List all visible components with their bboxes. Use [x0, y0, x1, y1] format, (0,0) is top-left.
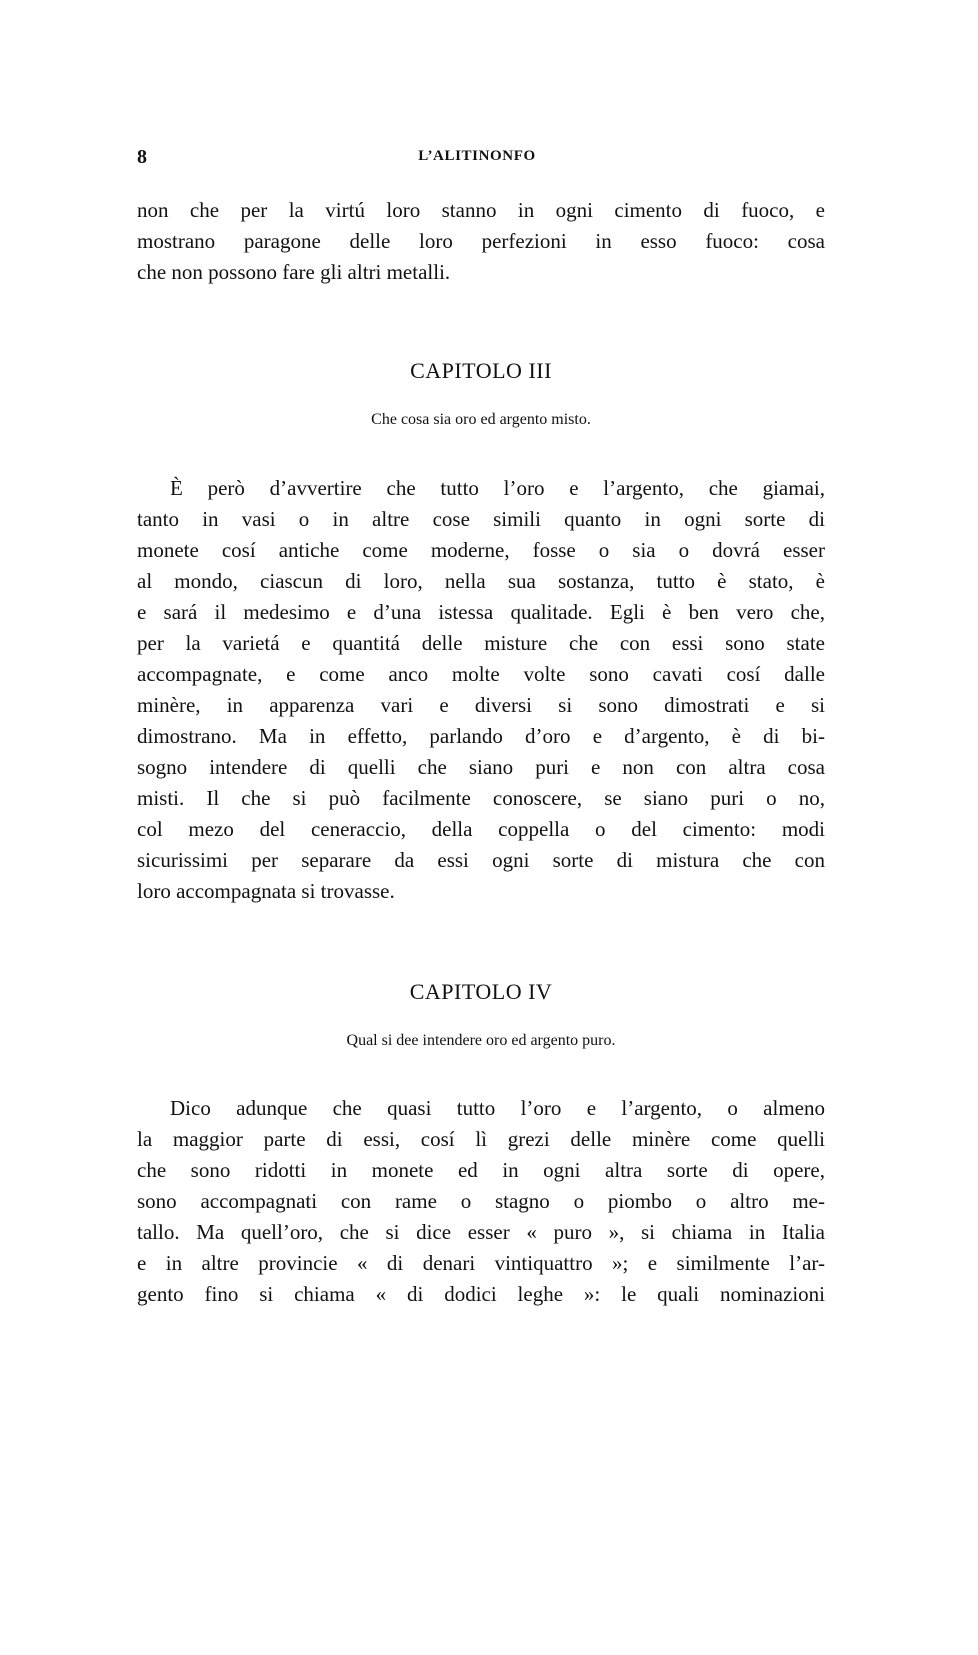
text-line: dimostrano. Ma in effetto, parlando d’oro e d’argento, è di bi- — [137, 724, 825, 748]
text-line: che non possono fare gli altri metalli. — [137, 260, 451, 284]
text-line: col mezo del ceneraccio, della coppella o del cimento: modi — [137, 817, 825, 841]
page-number: 8 — [137, 146, 147, 168]
chapter-subtitle: Che cosa sia oro ed argento misto. — [371, 411, 591, 428]
chapter-subtitle: Qual si dee intendere oro ed argento puro. — [346, 1032, 616, 1049]
text-line: È però d’avvertire che tutto l’oro e l’argento, che giamai, — [170, 476, 825, 500]
text-line: gento fino si chiama « di dodici leghe »: le quali nominazioni — [137, 1282, 825, 1306]
text-line: che sono ridotti in monete ed in ogni altra sorte di opere, — [137, 1158, 825, 1182]
text-line: minère, in apparenza vari e diversi si sono dimostrati e si — [137, 693, 825, 717]
text-line: la maggior parte di essi, cosí lì grezi delle minère come quelli — [137, 1127, 825, 1151]
text-line: tanto in vasi o in altre cose simili quanto in ogni sorte di — [137, 507, 825, 531]
running-title: L’ALITINONFO — [418, 148, 536, 164]
text-line: mostrano paragone delle loro perfezioni in esso fuoco: cosa — [137, 229, 825, 253]
text-line: misti. Il che si può facilmente conoscere, se siano puri o no, — [137, 786, 825, 810]
text-line: sogno intendere di quelli che siano puri e non con altra cosa — [137, 755, 825, 779]
text-line: Dico adunque che quasi tutto l’oro e l’argento, o almeno — [170, 1096, 825, 1120]
text-line: non che per la virtú loro stanno in ogni cimento di fuoco, e — [137, 198, 825, 222]
text-line: al mondo, ciascun di loro, nella sua sostanza, tutto è stato, è — [137, 569, 825, 593]
text-line: loro accompagnata si trovasse. — [137, 879, 395, 903]
chapter-heading: CAPITOLO IV — [409, 979, 553, 1004]
text-line: per la varietá e quantitá delle misture che con essi sono state — [137, 631, 825, 655]
text-line: e sará il medesimo e d’una istessa qualitade. Egli è ben vero che, — [137, 600, 825, 624]
text-line: monete cosí antiche come moderne, fosse o sia o dovrá esser — [137, 538, 825, 562]
page-header — [137, 146, 817, 170]
text-line: accompagnate, e come anco molte volte sono cavati cosí dalle — [137, 662, 825, 686]
text-line: sicurissimi per separare da essi ogni sorte di mistura che con — [137, 848, 825, 872]
chapter-heading: CAPITOLO III — [410, 358, 552, 383]
text-line: tallo. Ma quell’oro, che si dice esser « puro », si chiama in Italia — [137, 1220, 825, 1244]
text-line: e in altre provincie « di denari vintiquattro »; e similmente l’ar- — [137, 1251, 825, 1275]
text-line: sono accompagnati con rame o stagno o piombo o altro me- — [137, 1189, 825, 1213]
